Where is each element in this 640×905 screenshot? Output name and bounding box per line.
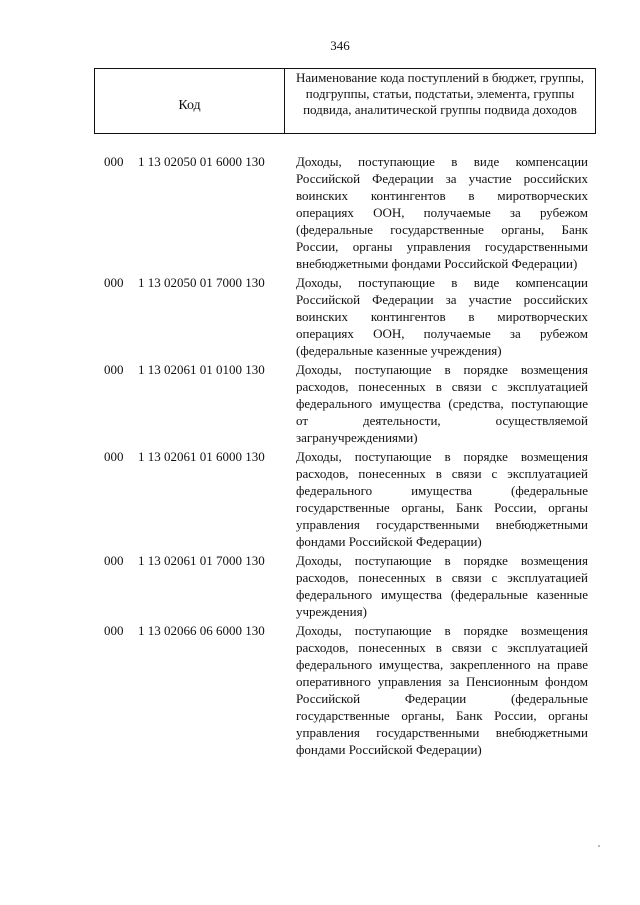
admin-code-cell: 000: [104, 449, 124, 464]
table-header: [94, 68, 596, 134]
revenue-code-cell: 1 13 02050 01 7000 130: [138, 275, 265, 290]
admin-code-cell: 000: [104, 553, 124, 568]
revenue-code-cell: 1 13 02061 01 7000 130: [138, 553, 265, 568]
table-row: [98, 448, 598, 550]
revenue-name-cell: Доходы, поступающие в порядке возмещения расходов, понесенных в связи с эксплуатацией федерального имущества (федеральные государственные органы, Банк России, органы управления государственными внебюджетными фондами Российской Федерации): [296, 449, 588, 549]
table-row: [98, 622, 598, 758]
revenue-code-cell: 1 13 02066 06 6000 130: [138, 623, 265, 638]
revenue-name-cell: Доходы, поступающие в порядке возмещения расходов, понесенных в связи с эксплуатацией федерального имущества (федеральные казенные учреждения): [296, 553, 588, 619]
revenue-code-cell: 1 13 02050 01 6000 130: [138, 154, 265, 169]
admin-code-cell: 000: [104, 275, 124, 290]
admin-code-cell: 000: [104, 362, 124, 377]
revenue-name-cell: Доходы, поступающие в виде компенсации Российской Федерации за участие российских воинских контингентов в миротворческих операциях ООН, получаемые за рубежом (федеральные казенные учреждения): [296, 275, 588, 358]
header-name-cell: Наименование кода поступлений в бюджет, группы, подгруппы, статьи, подстатьи, элемента, группы подвида, аналитической группы подвида доходов: [295, 70, 585, 117]
scan-speck: [598, 845, 600, 847]
table-row: [98, 274, 598, 359]
table-row: [98, 552, 598, 620]
revenue-name-cell: Доходы, поступающие в порядке возмещения расходов, понесенных в связи с эксплуатацией федерального имущества, закрепленного на праве оперативного управления за Пенсионным фондом Российской Федерации (федеральные государственные органы, Банк России, органы управления государственными внебюджетными фондами Российской Федерации): [296, 623, 588, 757]
revenue-code-cell: 1 13 02061 01 0100 130: [138, 362, 265, 377]
table-body: [98, 153, 598, 760]
admin-code-cell: 000: [104, 154, 124, 169]
header-code-cell: Код: [95, 69, 285, 133]
admin-code-cell: 000: [104, 623, 124, 638]
table-row: [98, 153, 598, 272]
page-number: 346: [330, 38, 350, 53]
table-row: [98, 361, 598, 446]
revenue-name-cell: Доходы, поступающие в порядке возмещения расходов, понесенных в связи с эксплуатацией федерального имущества (средства, поступающие от деятельности, осуществляемой загранучреждениями): [296, 362, 588, 445]
revenue-name-cell: Доходы, поступающие в виде компенсации Российской Федерации за участие российских воинских контингентов в миротворческих операциях ООН, получаемые за рубежом (федеральные государственные органы, Банк России, органы управления государственными внебюджетными фондами Российской Федерации): [296, 154, 588, 271]
revenue-code-cell: 1 13 02061 01 6000 130: [138, 449, 265, 464]
